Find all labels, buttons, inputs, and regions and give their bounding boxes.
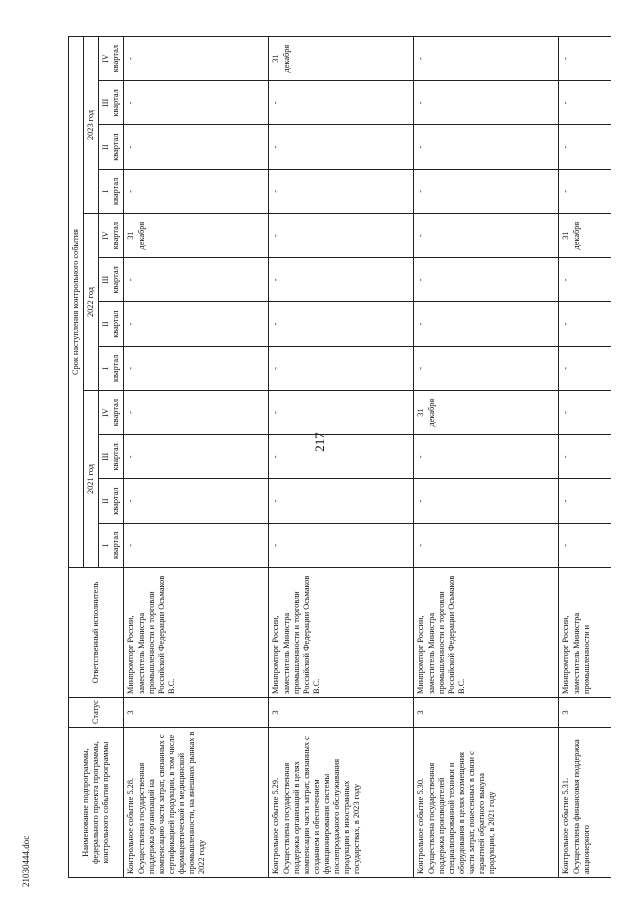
header-quarter	[99, 169, 124, 213]
quarter-value-cell: -	[124, 125, 269, 169]
quarter-value-cell: -	[559, 258, 612, 302]
quarter-number: III	[101, 275, 111, 285]
quarter-value-cell: -	[124, 479, 269, 523]
page-number: 217	[312, 432, 327, 452]
quarter-number: IV	[101, 54, 111, 64]
quarter-value-cell: -	[559, 169, 612, 213]
quarter-value-cell: 31 декабря	[269, 37, 414, 81]
document-code: 21030444.doc	[21, 835, 31, 887]
quarter-value-cell: -	[269, 435, 414, 479]
rotated-table-container	[68, 36, 590, 878]
quarter-value-cell: -	[559, 523, 612, 567]
header-quarter	[99, 302, 124, 346]
quarter-value-cell: -	[414, 37, 559, 81]
quarter-word: квартал	[111, 177, 121, 205]
quarter-number: II	[101, 498, 111, 504]
quarter-value-cell: -	[124, 169, 269, 213]
quarter-word: квартал	[111, 222, 121, 250]
quarter-value-cell: -	[124, 302, 269, 346]
quarter-value-cell: -	[124, 391, 269, 435]
executor-cell: Минпромторг России, заместитель Министра промышленности и торговли Российской Федерации Осьмаков В.С.	[414, 568, 559, 698]
quarter-value-cell: -	[559, 81, 612, 125]
quarter-value-cell: -	[124, 258, 269, 302]
quarter-value-cell: -	[124, 81, 269, 125]
quarter-value-cell: -	[414, 125, 559, 169]
quarter-number: IV	[101, 408, 111, 418]
quarter-value-cell: -	[559, 391, 612, 435]
quarter-value-cell: -	[124, 435, 269, 479]
status-cell: 3	[414, 698, 559, 728]
quarter-value-cell: -	[559, 435, 612, 479]
executor-cell: Минпромторг России, заместитель Министра промышленности и торговли Российской Федерации Осьмаков В.С.	[124, 568, 269, 698]
quarter-word: квартал	[111, 487, 121, 515]
table-row	[414, 37, 559, 878]
header-year-2022: 2022 год	[84, 214, 99, 391]
quarter-value-cell: -	[269, 346, 414, 390]
header-quarter	[99, 214, 124, 258]
status-cell: 3	[269, 698, 414, 728]
quarter-value-cell: -	[124, 37, 269, 81]
header-executor: Ответственный исполнитель	[69, 568, 124, 698]
quarter-value-cell: -	[414, 346, 559, 390]
quarter-value-cell: -	[269, 258, 414, 302]
quarter-value-cell: -	[269, 169, 414, 213]
event-name-cell: Контрольное событие 5.29. Осуществлена государственная поддержка организаций в целях компенсации части затрат, связанных с созданием и обеспечением функционирования системы послепродажного обслуживания продукции в иностранных государствах, в 2023 году	[269, 728, 414, 878]
quarter-number: I	[101, 367, 111, 370]
quarter-value-cell: -	[559, 125, 612, 169]
status-cell: 3	[124, 698, 269, 728]
header-year-2023: 2023 год	[84, 37, 99, 214]
quarter-number: II	[101, 144, 111, 150]
quarter-value-cell: -	[414, 214, 559, 258]
quarter-word: квартал	[111, 443, 121, 471]
executor-cell: Минпромторг России, заместитель Министра промышленности и торговли Российской Федерации Осьмаков В.С.	[269, 568, 414, 698]
header-quarter	[99, 81, 124, 125]
quarter-value-cell: -	[269, 479, 414, 523]
quarter-value-cell: -	[269, 302, 414, 346]
quarter-value-cell: -	[414, 435, 559, 479]
status-cell: 3	[559, 698, 612, 728]
header-quarter	[99, 125, 124, 169]
quarter-number: II	[101, 321, 111, 327]
table-body	[124, 37, 612, 878]
quarter-value-cell: -	[414, 81, 559, 125]
quarter-value-cell: 31 декабря	[559, 214, 612, 258]
quarter-word: квартал	[111, 133, 121, 161]
quarter-value-cell: -	[269, 391, 414, 435]
quarter-word: квартал	[111, 310, 121, 338]
header-quarter	[99, 346, 124, 390]
table-row	[269, 37, 414, 878]
quarter-value-cell: -	[559, 346, 612, 390]
header-quarter	[99, 479, 124, 523]
quarter-value-cell: -	[124, 346, 269, 390]
header-deadline: Срок наступления контрольного события	[69, 37, 84, 568]
quarter-value-cell: -	[269, 523, 414, 567]
executor-cell: Минпромторг России, заместитель Министра промышленности и	[559, 568, 612, 698]
quarter-number: I	[101, 544, 111, 547]
quarter-number: IV	[101, 231, 111, 241]
event-name-cell: Контрольное событие 5.30. Осуществлена государственная поддержка производителей специализированной техники и оборудования в целях возмещения части затрат, понесенных в связи с гарантией обратного выкупа продукции, в 2021 году	[414, 728, 559, 878]
header-quarter	[99, 391, 124, 435]
quarter-word: квартал	[111, 399, 121, 427]
header-quarter	[99, 37, 124, 81]
quarter-value-cell: -	[559, 302, 612, 346]
quarter-number: I	[101, 190, 111, 193]
quarter-value-cell: -	[269, 125, 414, 169]
quarter-value-cell: 31 декабря	[414, 391, 559, 435]
quarter-value-cell: 31 декабря	[124, 214, 269, 258]
quarter-value-cell: -	[269, 214, 414, 258]
header-status: Статус	[69, 698, 124, 728]
quarter-value-cell: -	[124, 523, 269, 567]
quarter-value-cell: -	[414, 523, 559, 567]
quarter-word: квартал	[111, 266, 121, 294]
header-name: Наименование подпрограммы, федерального проекта программы, контрольного события программы	[69, 728, 124, 878]
quarter-word: квартал	[111, 531, 121, 559]
quarter-word: квартал	[111, 45, 121, 73]
event-name-cell: Контрольное событие 5.28. Осуществлена государственная поддержка организаций на компенсацию части затрат, связанных с сертификацией продукции, в том числе фармацевтической и медицинской промышленности, на внешних рынках в 2022 году	[124, 728, 269, 878]
control-events-table	[68, 36, 611, 878]
quarter-value-cell: -	[559, 479, 612, 523]
quarter-word: квартал	[111, 354, 121, 382]
quarter-value-cell: -	[414, 258, 559, 302]
quarter-value-cell: -	[414, 302, 559, 346]
quarter-word: квартал	[111, 89, 121, 117]
header-quarter	[99, 523, 124, 567]
header-quarter	[99, 258, 124, 302]
quarter-value-cell: -	[414, 479, 559, 523]
quarter-number: III	[101, 98, 111, 108]
quarter-number: III	[101, 452, 111, 462]
header-quarter	[99, 435, 124, 479]
header-row-1	[69, 37, 84, 878]
table-row	[559, 37, 612, 878]
event-name-cell: Контрольное событие 5.31. Осуществлена финансовая поддержка акционерного	[559, 728, 612, 878]
header-year-2021: 2021 год	[84, 391, 99, 568]
table-row	[124, 37, 269, 878]
quarter-value-cell: -	[414, 169, 559, 213]
quarter-value-cell: -	[559, 37, 612, 81]
quarter-value-cell: -	[269, 81, 414, 125]
